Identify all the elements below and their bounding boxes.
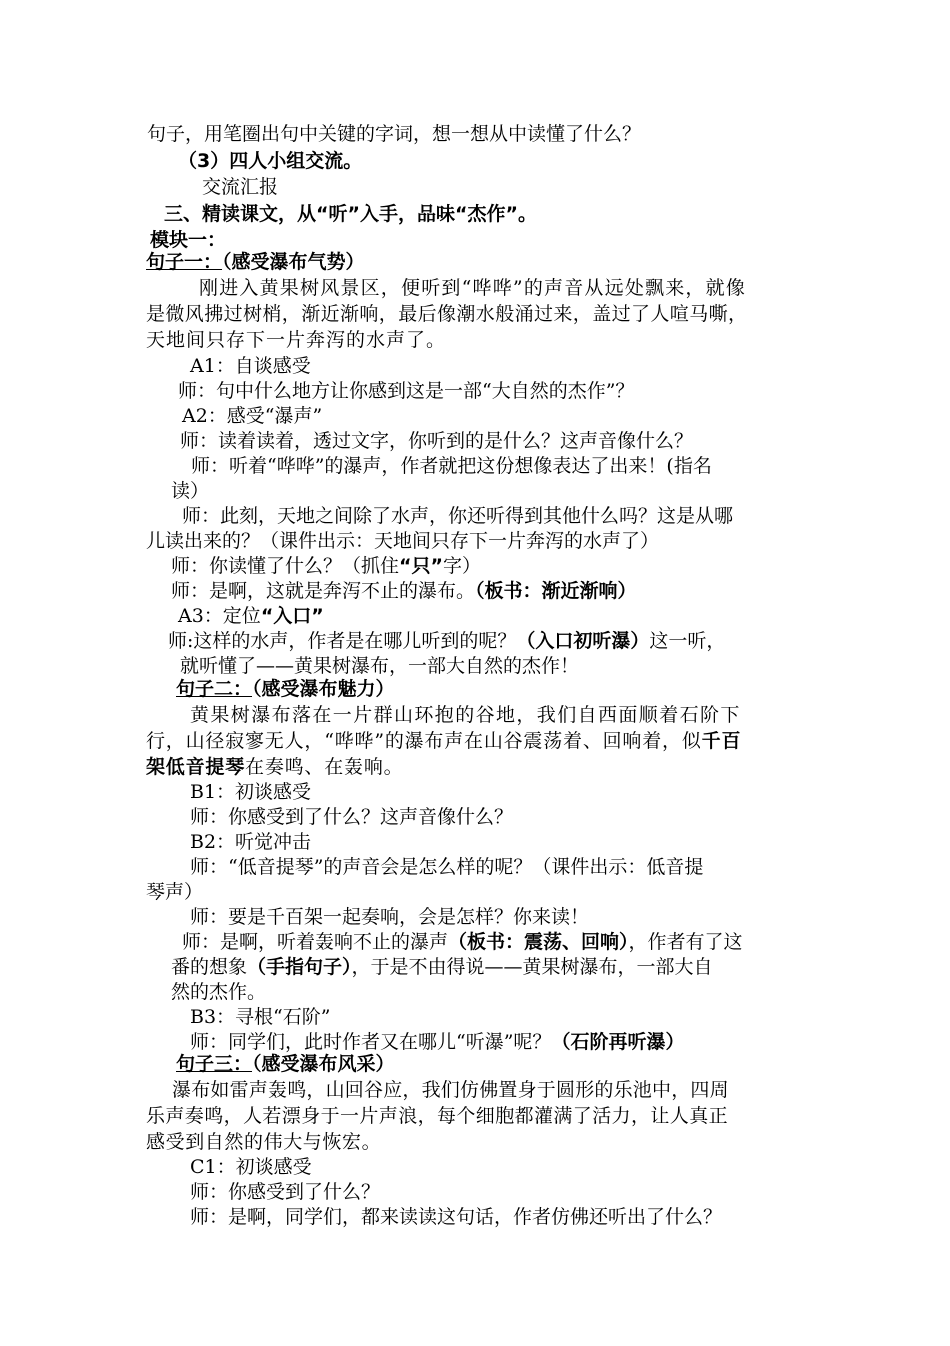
- text-line: [171, 979, 266, 1005]
- text-line: [190, 854, 703, 880]
- text-run: 句子三：: [176, 1053, 253, 1075]
- text-run: 就听懂了——黄果树瀑布，一部大自然的杰作！: [180, 655, 580, 677]
- text-line: [178, 603, 324, 629]
- text-line: [171, 578, 637, 604]
- quote-line: [146, 728, 741, 754]
- text-run: B1：初谈感受: [190, 781, 312, 803]
- text-line: [171, 478, 209, 504]
- text-run: 在奏鸣、在轰响。: [245, 756, 404, 778]
- text-line: [182, 403, 322, 429]
- text-run: （感受瀑布魅力）: [252, 678, 395, 700]
- text-run: 架低音提琴: [146, 756, 246, 778]
- text-run: （石阶再听瀑）: [551, 1031, 685, 1053]
- text-run: （手指句子）: [247, 956, 352, 978]
- text-run: 师：是啊，这就是奔泻不止的瀑布。: [171, 580, 476, 602]
- text-run: （入口初听瀑）: [516, 630, 650, 652]
- text-run: 乐声奏鸣，人若漂身于一片声浪，每个细胞都灌满了活力，让人真正: [146, 1105, 729, 1127]
- text-line: [168, 628, 725, 654]
- text-run: （感受瀑布风采）: [252, 1053, 395, 1075]
- text-run: 番的想象: [171, 956, 248, 978]
- text-run: A2：感受“瀑声”: [182, 405, 323, 427]
- quote-line: [146, 1103, 728, 1129]
- text-run: ，于是不由得说——黄果树瀑布，一部大自: [351, 956, 713, 978]
- text-line: [171, 954, 713, 980]
- text-run: 师：同学们，此时作者又在哪儿“听瀑”呢？: [190, 1031, 552, 1053]
- text-run: （3）四人小组交流。: [178, 150, 363, 172]
- text-line: [191, 453, 712, 479]
- text-run: 句子，用笔圈出句中关键的字词，想一想从中读懂了什么？: [147, 123, 642, 145]
- text-run: ，作者有了这: [628, 931, 743, 953]
- quote-line: [199, 275, 746, 301]
- text-run: 师：听着“哗哗”的瀑声，作者就把这份想像表达了出来！(指名: [191, 455, 712, 477]
- text-run: 师：是啊，同学们，都来读读这句话，作者仿佛还听出了什么？: [190, 1206, 723, 1228]
- text-run: “只”: [399, 555, 443, 577]
- quote-line: [172, 1077, 729, 1103]
- text-run: 黄果树瀑布落在一片群山环抱的谷地，我们自西面顺着石阶下: [190, 704, 741, 726]
- text-run: 句子一：: [146, 251, 223, 273]
- text-run: 交流汇报: [202, 176, 279, 198]
- text-run: 师：你感受到了什么？: [190, 1181, 381, 1203]
- text-run: 这一听，: [649, 630, 726, 652]
- text-run: 句子二：: [176, 678, 253, 700]
- text-line: [190, 1204, 722, 1230]
- text-line: [190, 829, 311, 855]
- text-run: 师：要是千百架一起奏响，会是怎样？你来读！: [190, 906, 590, 928]
- text-line: [182, 929, 743, 955]
- text-line: [190, 1004, 330, 1030]
- text-run: 师：你读懂了什么？（抓住: [171, 555, 400, 577]
- text-run: B2：听觉冲击: [190, 831, 312, 853]
- text-run: 师：句中什么地方让你感到这是一部“大自然的杰作”？: [178, 380, 635, 402]
- text-line: [180, 428, 693, 454]
- text-run: 琴声）: [146, 881, 204, 903]
- text-line: [190, 779, 311, 805]
- text-line: [202, 174, 278, 200]
- text-run: B3：寻根“石阶”: [190, 1006, 331, 1028]
- text-run: 师：此刻，天地之间除了水声，你还听得到其他什么吗？这是从哪: [182, 505, 734, 527]
- text-run: （板书：震荡、回响）: [448, 931, 629, 953]
- quote-line: [146, 1129, 381, 1155]
- text-run: 行，山径寂寥无人，“哗哗”的瀑布声在山谷震荡着、回响着，似: [146, 730, 702, 752]
- text-run: 字）: [443, 555, 482, 577]
- text-run: “入口”: [260, 605, 324, 627]
- text-run: A3：定位: [178, 605, 261, 627]
- text-run: C1：初谈感受: [190, 1156, 312, 1178]
- step-heading: [178, 148, 362, 174]
- text-line: [190, 353, 311, 379]
- text-run: 天地间只存下一片奔泻的水声了。: [146, 329, 447, 351]
- text-line: [146, 879, 203, 905]
- text-run: 师：“低音提琴”的声音会是怎么样的呢？（课件出示：低音提: [190, 856, 704, 878]
- text-run: 师：读着读着，透过文字，你听到的是什么？这声音像什么？: [180, 430, 694, 452]
- text-line: [147, 121, 641, 147]
- text-run: A1：自谈感受: [190, 355, 311, 377]
- text-run: 师：是啊，听着轰响不止的瀑声: [182, 931, 449, 953]
- text-line: [190, 804, 513, 830]
- text-line: [182, 503, 733, 529]
- text-run: 儿读出来的？（课件出示：天地间只存下一片奔泻的水声了）: [146, 530, 660, 552]
- section-heading: [164, 201, 537, 227]
- text-run: 读）: [171, 480, 210, 502]
- text-run: 刚进入黄果树风景区，便听到“哗哗”的声音从远处飘来，就像: [199, 277, 747, 299]
- text-line: [190, 1154, 312, 1180]
- quote-line: [190, 702, 741, 728]
- text-line: [190, 904, 589, 930]
- sentence-heading: [146, 676, 395, 702]
- quote-line: [146, 327, 446, 353]
- text-line: [146, 528, 659, 554]
- sentence-heading: [146, 1051, 395, 1077]
- text-run: 师:这样的水声，作者是在哪儿听到的呢？: [168, 630, 517, 652]
- quote-line: [146, 301, 747, 327]
- quote-line: [146, 754, 403, 780]
- text-run: 模块一：: [150, 229, 227, 251]
- sentence-heading: [146, 249, 365, 275]
- text-run: 是微风拂过树梢，渐近渐响，最后像潮水般涌过来，盖过了人喧马嘶，: [146, 303, 748, 325]
- text-run: 然的杰作。: [171, 981, 267, 1003]
- text-run: 千百: [701, 730, 742, 752]
- text-run: （感受瀑布气势）: [222, 251, 365, 273]
- text-run: 三、精读课文，从“听”入手，品味“杰作”。: [164, 203, 537, 225]
- text-run: 感受到自然的伟大与恢宏。: [146, 1131, 382, 1153]
- text-run: 瀑布如雷声轰鸣，山回谷应，我们仿佛置身于圆形的乐池中，四周: [172, 1079, 729, 1101]
- text-run: （板书：渐近渐响）: [475, 580, 637, 602]
- text-line: [178, 378, 634, 404]
- text-line: [190, 1179, 380, 1205]
- text-line: [171, 553, 481, 579]
- text-run: 师：你感受到了什么？这声音像什么？: [190, 806, 514, 828]
